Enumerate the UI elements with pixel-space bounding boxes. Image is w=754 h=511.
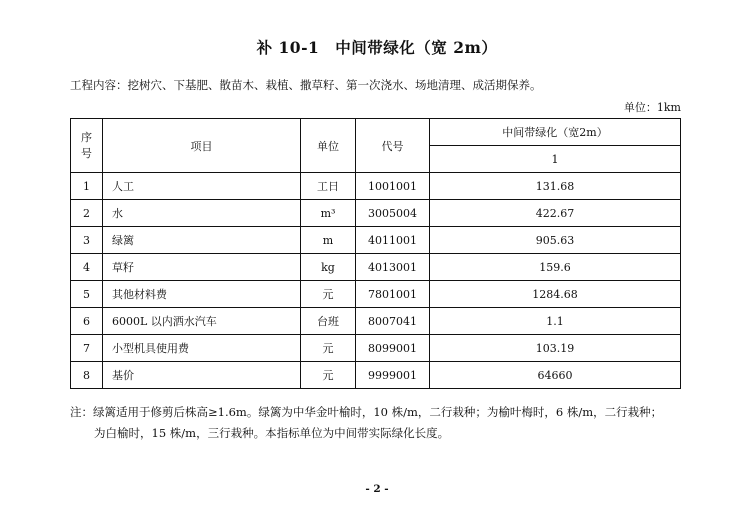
row-seq: 1 [71,173,103,200]
row-value: 159.6 [430,254,681,281]
row-unit: 元 [301,335,356,362]
header-item: 项目 [103,119,301,173]
row-seq: 6 [71,308,103,335]
row-value: 1.1 [430,308,681,335]
row-seq: 5 [71,281,103,308]
page-title: 补 10-1 中间带绿化（宽 2m） [256,38,498,57]
row-seq: 4 [71,254,103,281]
header-col-num: 1 [430,146,681,173]
row-value: 905.63 [430,227,681,254]
unit-label: 单位：1km [623,101,681,114]
row-unit: 工日 [301,173,356,200]
header-group: 中间带绿化（宽2m） [430,119,681,146]
header-seq-line1: 序 [81,130,92,144]
row-code: 9999001 [356,362,430,389]
header-code: 代号 [356,119,430,173]
row-item: 绿篱 [103,227,301,254]
row-value: 422.67 [430,200,681,227]
row-unit: m [301,227,356,254]
row-seq: 2 [71,200,103,227]
row-item: 水 [103,200,301,227]
row-item: 基价 [103,362,301,389]
header-seq [71,119,103,173]
row-unit: 元 [301,281,356,308]
row-unit: 台班 [301,308,356,335]
row-value: 64660 [430,362,681,389]
row-unit: 元 [301,362,356,389]
table-row [71,173,681,200]
row-code: 3005004 [356,200,430,227]
header-seq-line2: 号 [81,146,92,160]
table-row [71,335,681,362]
row-value: 103.19 [430,335,681,362]
page-number: - 2 - [365,483,389,495]
footnote-line2: 为白榆时，15 株/m，三行栽种。本指标单位为中间带实际绿化长度。 [94,426,450,440]
row-code: 4013001 [356,254,430,281]
footnote-line1: 注：绿篱适用于修剪后株高≥1.6m。绿篱为中华金叶榆时，10 株/m，二行栽种；为榆叶梅时，6 株/m，二行栽种； [70,405,663,419]
row-unit: m³ [301,200,356,227]
row-value: 131.68 [430,173,681,200]
row-code: 4011001 [356,227,430,254]
table-row [71,227,681,254]
quota-table [70,118,681,389]
footnote [70,402,690,444]
work-content: 工程内容：挖树穴、下基肥、散苗木、栽植、撒草籽、第一次浇水、场地清理、成活期保养。 [70,78,542,92]
row-item: 小型机具使用费 [103,335,301,362]
table-row [71,254,681,281]
table-row [71,362,681,389]
row-code: 7801001 [356,281,430,308]
row-seq: 7 [71,335,103,362]
row-item: 6000L 以内洒水汽车 [103,308,301,335]
row-value: 1284.68 [430,281,681,308]
row-code: 8007041 [356,308,430,335]
table-row [71,281,681,308]
row-seq: 8 [71,362,103,389]
row-item: 人工 [103,173,301,200]
header-unit: 单位 [301,119,356,173]
row-item: 其他材料费 [103,281,301,308]
table-row [71,200,681,227]
row-unit: kg [301,254,356,281]
row-seq: 3 [71,227,103,254]
row-code: 8099001 [356,335,430,362]
row-code: 1001001 [356,173,430,200]
table-row [71,308,681,335]
row-item: 草籽 [103,254,301,281]
